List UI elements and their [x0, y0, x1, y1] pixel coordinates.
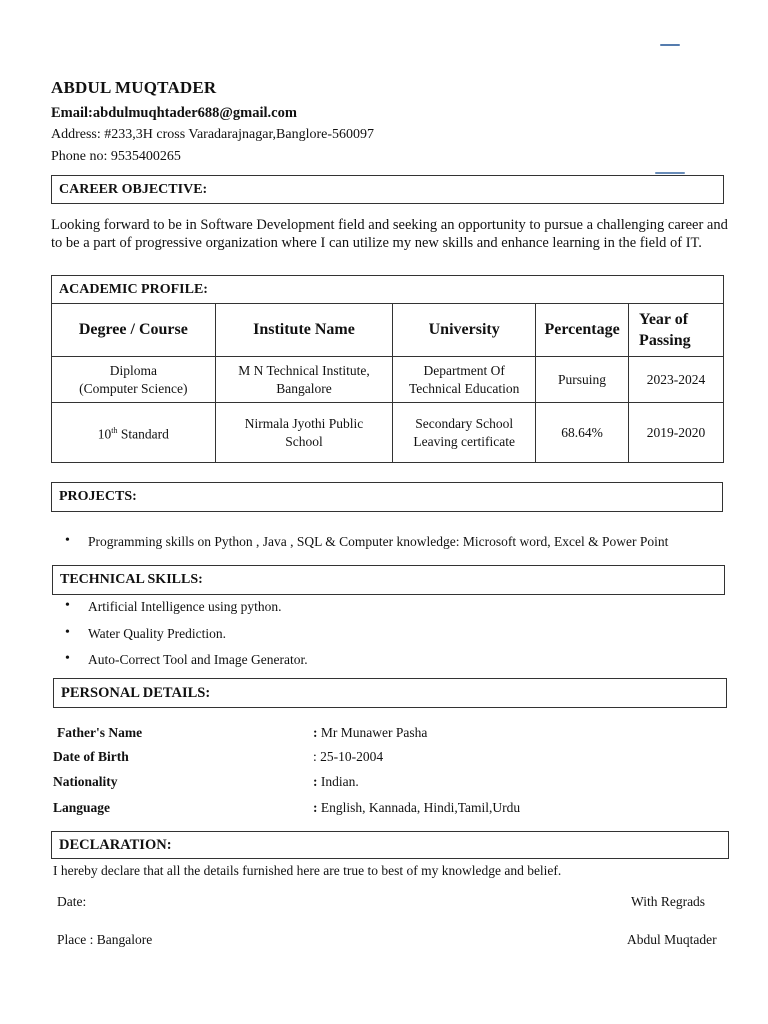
- section-title: DECLARATION:: [59, 836, 172, 853]
- nationality-value: : Indian.: [313, 774, 359, 789]
- projects-list: [51, 534, 668, 550]
- header-percentage: Percentage: [536, 304, 629, 357]
- section-title: TECHNICAL SKILLS:: [60, 572, 203, 587]
- cell-percentage: Pursuing: [536, 357, 629, 403]
- cell-percentage: 68.64%: [536, 403, 629, 463]
- decorative-stroke: [655, 172, 685, 174]
- dob-value: : 25-10-2004: [313, 749, 384, 764]
- regards-text: With Regrads: [631, 894, 706, 909]
- cell-institute: M N Technical Institute, Bangalore: [215, 357, 393, 403]
- section-projects: [51, 482, 723, 512]
- date-label: Date:: [57, 894, 87, 909]
- header-year: Year of Passing: [629, 304, 724, 357]
- table-row: [52, 403, 724, 463]
- address-line: Address: #233,3H cross Varadarajnagar,Banglore-560097: [51, 127, 375, 142]
- language-value: : English, Kannada, Hindi,Tamil,Urdu: [313, 800, 521, 815]
- list-item: • Artificial Intelligence using python.: [65, 598, 282, 614]
- language-label: Language: [53, 800, 111, 815]
- candidate-name: ABDUL MUQTADER: [51, 78, 217, 97]
- career-objective-text: Looking forward to be in Software Development field and seeking an opportunity to pursue a challenging career and to be a part of progressive organization where I can utilize my new skills and enhance learning in the field of IT.: [51, 217, 728, 251]
- bullet-icon: •: [65, 651, 70, 666]
- bullet-icon: •: [65, 533, 70, 548]
- table-header-row: [52, 304, 724, 357]
- cell-degree: Diploma (Computer Science): [52, 357, 216, 403]
- section-declaration: [51, 831, 729, 859]
- header-university: University: [393, 304, 536, 357]
- cell-university: Secondary School Leaving certificate: [393, 403, 536, 463]
- cell-institute: Nirmala Jyothi Public School: [215, 403, 393, 463]
- cell-year: 2019-2020: [629, 403, 724, 463]
- list-item: • Auto-Correct Tool and Image Generator.: [65, 651, 308, 667]
- header-institute: Institute Name: [215, 304, 393, 357]
- decorative-stroke: [660, 44, 680, 46]
- header-degree: Degree / Course: [52, 304, 216, 357]
- father-name-label: Father's Name: [57, 725, 143, 740]
- section-title: PERSONAL DETAILS:: [61, 684, 211, 701]
- dob-label: Date of Birth: [53, 749, 129, 764]
- section-personal-details: [53, 678, 727, 708]
- section-title: ACADEMIC PROFILE:: [59, 281, 208, 297]
- technical-skills-list: [51, 599, 308, 679]
- section-technical-skills: [52, 565, 725, 595]
- table-row: [52, 357, 724, 403]
- list-item: • Water Quality Prediction.: [65, 624, 226, 641]
- signature-name: Abdul Muqtader: [627, 932, 717, 947]
- cell-university: Department Of Technical Education: [393, 357, 536, 403]
- section-title: PROJECTS:: [59, 489, 137, 504]
- phone-line: Phone no: 9535400265: [51, 149, 181, 164]
- nationality-label: Nationality: [53, 774, 118, 789]
- cell-degree: 10th Standard: [52, 403, 216, 463]
- section-title: CAREER OBJECTIVE:: [59, 181, 208, 197]
- declaration-text: I hereby declare that all the details furnished here are true to best of my knowledge and belief.: [53, 863, 562, 878]
- bullet-icon: •: [65, 598, 70, 613]
- cell-year: 2023-2024: [629, 357, 724, 403]
- place-label: Place : Bangalore: [57, 932, 153, 947]
- list-item: • Programming skills on Python , Java , SQL & Computer knowledge: Microsoft word, Excel & Power Point: [65, 533, 669, 549]
- bullet-icon: •: [65, 624, 70, 640]
- father-name-value: : Mr Munawer Pasha: [313, 725, 428, 740]
- section-career-objective: [51, 175, 724, 204]
- academic-table: [51, 303, 724, 463]
- section-academic-profile: [51, 275, 724, 304]
- email-line: Email:abdulmuqhtader688@gmail.com: [51, 105, 297, 121]
